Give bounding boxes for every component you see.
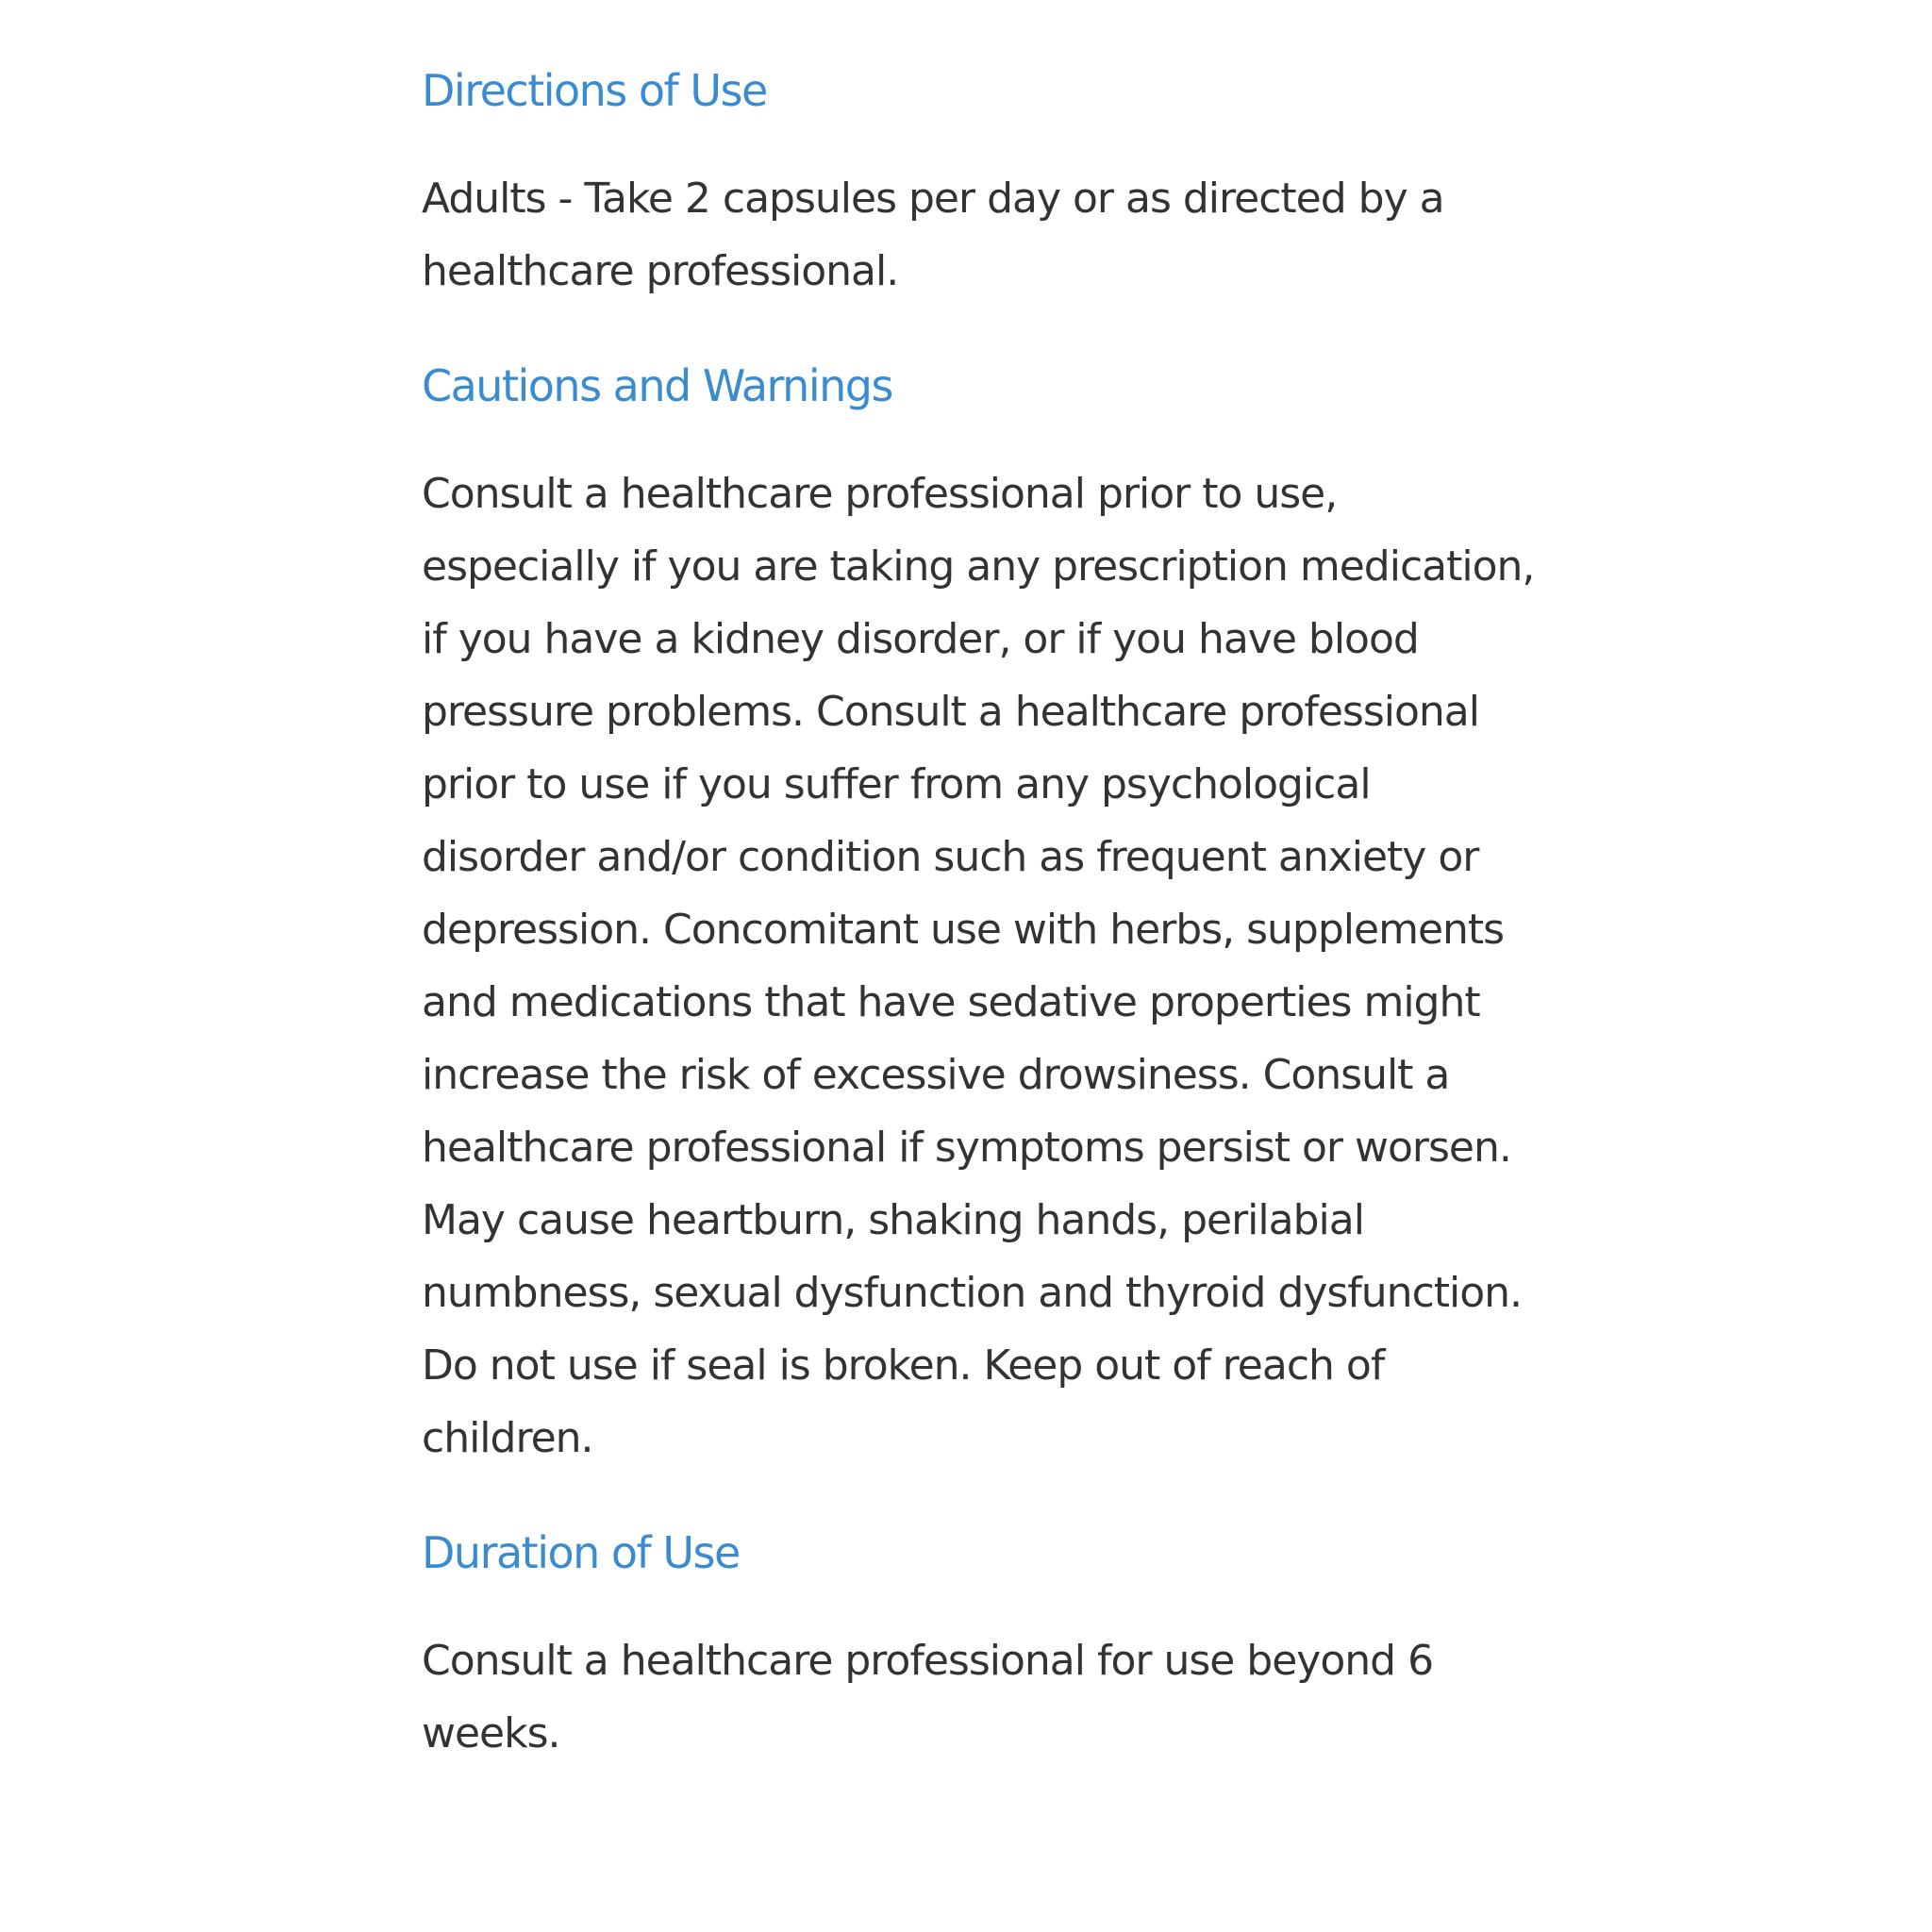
directions-heading: Directions of Use <box>422 65 767 116</box>
directions-section <box>422 57 1535 308</box>
duration-heading: Duration of Use <box>422 1527 740 1578</box>
duration-text: Consult a healthcare professional for use beyond 6 weeks. <box>422 1637 1434 1757</box>
duration-section <box>422 1519 1535 1770</box>
directions-text: Adults - Take 2 capsules per day or as directed by a healthcare professional. <box>422 175 1444 295</box>
cautions-heading: Cautions and Warnings <box>422 360 892 411</box>
cautions-section <box>422 352 1535 1474</box>
cautions-text: Consult a healthcare professional prior to use, especially if you are taking any prescription medication, if you have a kidney disorder, or if you have blood pressure problems. Consult a healthcare professional prior to use if you suffer from any psychological disorder and/or condition such as frequent anxiety or depression. Concomitant use with herbs, supplements and medications that have sedative properties might increase the risk of excessive drowsiness. Consult a healthcare professional if symptoms persist or worsen. May cause heartburn, shaking hands, perilabial numbness, sexual dysfunction and thyroid dysfunction. Do not use if seal is broken. Keep out of reach of children. <box>422 470 1535 1462</box>
product-information <box>422 57 1535 1770</box>
